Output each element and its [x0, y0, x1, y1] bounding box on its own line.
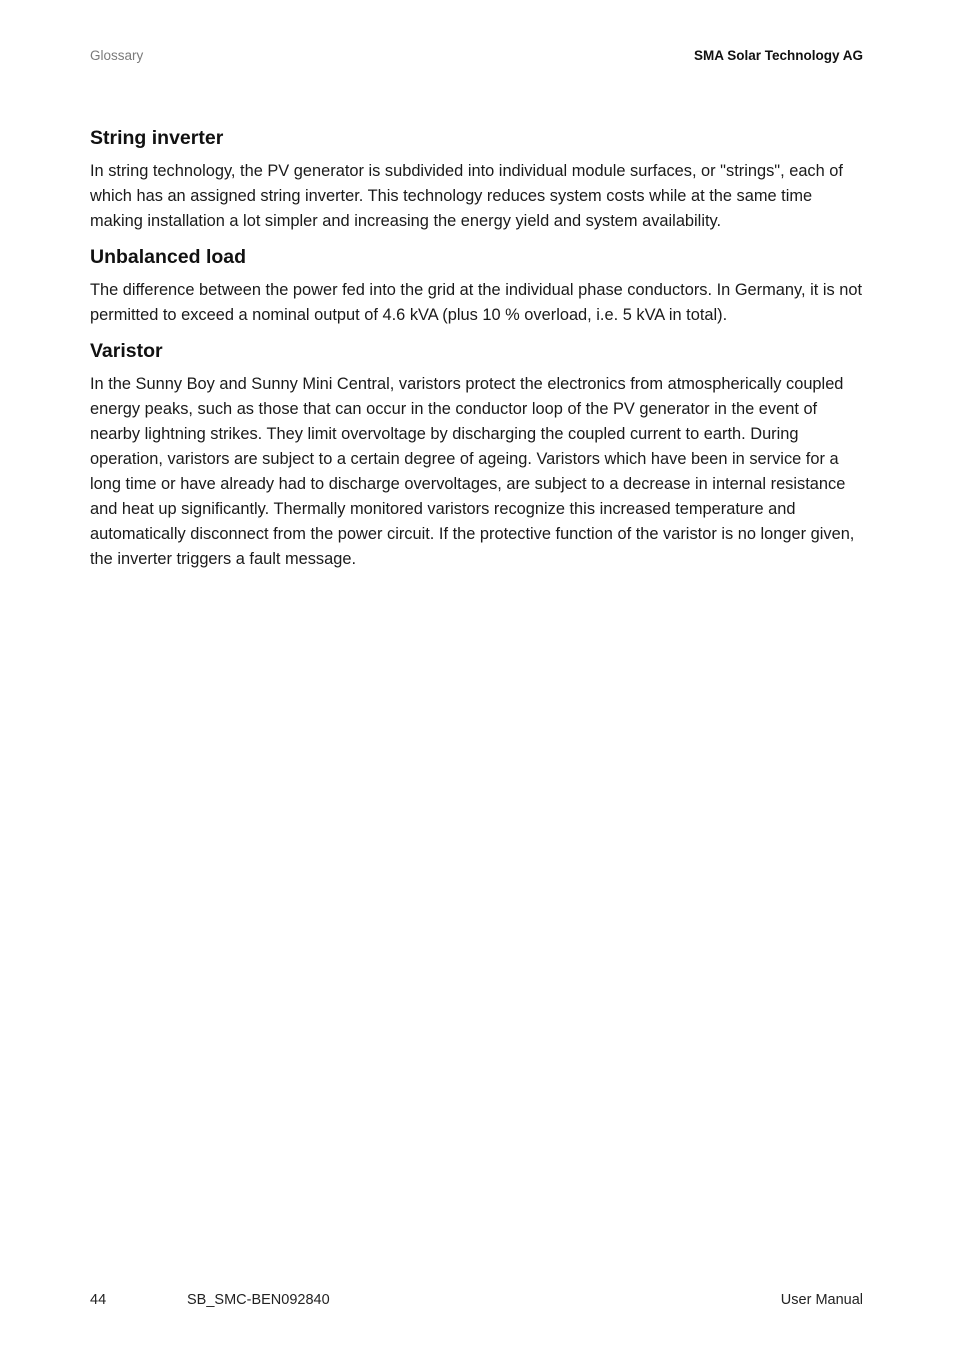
entry-body: In the Sunny Boy and Sunny Mini Central, varistors protect the electronics from atmospherically coupled energy peaks, such as those that can occur in the conductor loop of the PV generator in the event of nearby lightning strikes. They limit overvoltage by discharging the coupled current to earth. During operation, varistors are subject to a certain degree of ageing. Varistors which have been in service for a long time or have already had to discharge overvoltages, are subject to a decrease in internal resistance and heat up significantly. Thermally monitored varistors recognize this increased temperature and automatically disconnect from the power circuit. If the protective function of the varistor is no longer given, the inverter triggers a fault message. [90, 375, 855, 568]
header-company-name: SMA Solar Technology AG [693, 48, 863, 63]
header-section-label: Glossary [90, 48, 144, 63]
entry-title: Varistor [90, 340, 163, 362]
page-number: 44 [90, 1292, 107, 1308]
document-type: User Manual [780, 1292, 863, 1308]
glossary-content [90, 124, 863, 581]
document-id: SB_SMC-BEN092840 [187, 1292, 330, 1308]
entry-body: The difference between the power fed into the grid at the individual phase conductors. In Germany, it is not permitted to exceed a nominal output of 4.6 kVA (plus 10 % overload, i.e. 5 kVA in total). [90, 281, 863, 324]
entry-title: Unbalanced load [90, 246, 247, 268]
entry-title: String inverter [90, 127, 224, 149]
entry-body: In string technology, the PV generator is subdivided into individual module surfaces, or "strings", each of which has an assigned string inverter. This technology reduces system costs while at the same time making installation a lot simpler and increasing the energy yield and system availability. [90, 162, 843, 230]
glossary-entry-string-inverter [90, 124, 863, 234]
page-footer [90, 1292, 863, 1312]
glossary-entry-varistor [90, 337, 863, 572]
glossary-entry-unbalanced-load [90, 243, 863, 328]
page-header [90, 48, 863, 68]
